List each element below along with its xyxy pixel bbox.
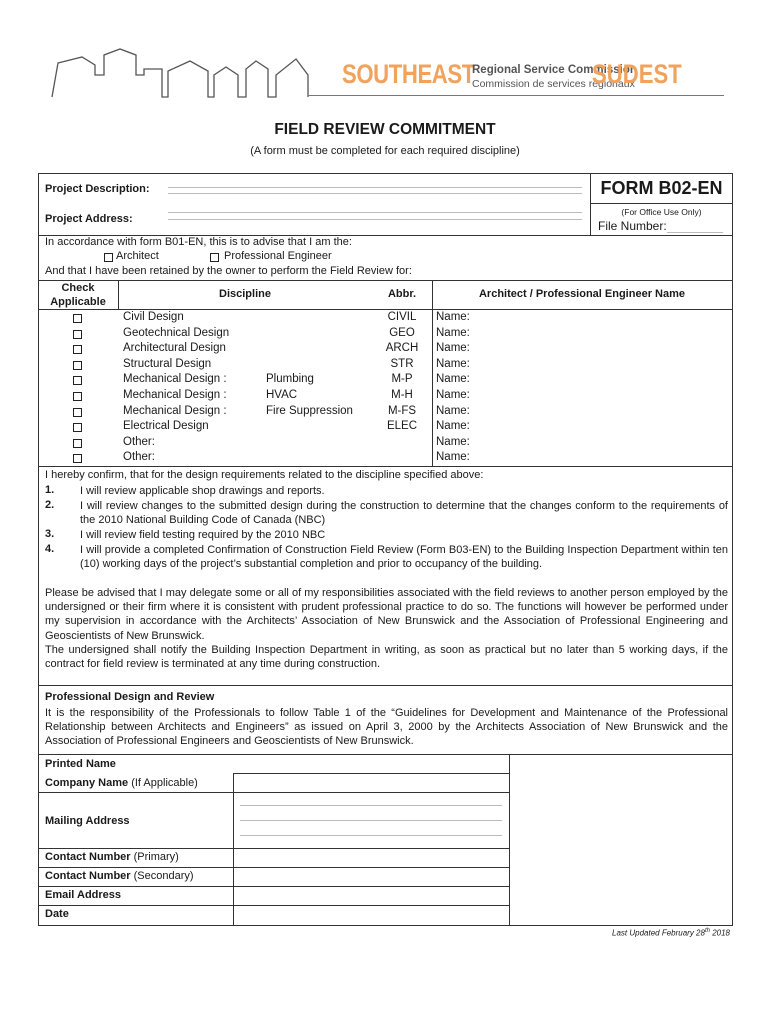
last-updated-sup: th <box>704 928 710 934</box>
discipline-abbr: ELEC <box>386 420 418 432</box>
discipline-checkbox[interactable] <box>73 392 82 401</box>
project-description-label: Project Description: <box>45 183 150 195</box>
discipline-checkbox[interactable] <box>73 376 82 385</box>
confirm-item-1-num: 1. <box>45 484 55 496</box>
discipline-engineer-name[interactable]: Name: <box>436 451 470 463</box>
file-number-label: File Number: <box>598 219 667 233</box>
notification-paragraph: The undersigned shall notify the Building Inspection Department in writing, as soon as practical but no later than 5 working days, if the contract for field review is terminated at any time during construction. <box>45 644 728 671</box>
contact-primary-field[interactable] <box>234 849 508 866</box>
discipline-name: Electrical Design <box>123 420 209 432</box>
brand-line2: Commission de services régionaux <box>472 78 635 90</box>
discipline-checkbox[interactable] <box>73 454 82 463</box>
date-field[interactable] <box>234 906 508 925</box>
discipline-engineer-name[interactable]: Name: <box>436 358 470 370</box>
contact-number-text-2: Contact Number <box>45 870 131 882</box>
discipline-engineer-name[interactable]: Name: <box>436 373 470 385</box>
project-address-field[interactable] <box>168 212 582 213</box>
intro-line1: In accordance with form B01-EN, this is to advise that I am the: <box>45 236 352 248</box>
discipline-checkbox[interactable] <box>73 423 82 432</box>
form-id: FORM B02-EN <box>600 178 723 198</box>
abbr-header: Abbr. <box>387 288 417 300</box>
discipline-engineer-name[interactable]: Name: <box>436 342 470 354</box>
discipline-checkbox[interactable] <box>73 314 82 323</box>
discipline-abbr: STR <box>390 358 414 370</box>
discipline-abbr: M-P <box>391 373 413 385</box>
last-updated-year: 2018 <box>709 928 730 938</box>
architect-checkbox[interactable] <box>104 253 113 262</box>
discipline-engineer-name[interactable]: Name: <box>436 436 470 448</box>
email-address-field[interactable] <box>234 887 508 904</box>
secondary-suffix: (Secondary) <box>133 870 194 882</box>
discipline-checkbox[interactable] <box>73 361 82 370</box>
discipline-engineer-name[interactable]: Name: <box>436 420 470 432</box>
intro-line2: And that I have been retained by the owner to perform the Field Review for: <box>45 265 412 277</box>
check-applicable-header: Check Applicable <box>50 282 106 308</box>
discipline-engineer-name[interactable]: Name: <box>436 327 470 339</box>
architect-option-label: Architect <box>116 250 159 262</box>
page-subtitle: (A form must be completed for each required discipline) <box>250 145 520 157</box>
discipline-name: Civil Design <box>123 311 184 323</box>
discipline-checkbox[interactable] <box>73 345 82 354</box>
brand-southeast: SOUTHEAST <box>342 59 475 89</box>
header-logo <box>40 45 730 101</box>
name-header: Architect / Professional Engineer Name <box>478 288 685 300</box>
primary-suffix: (Primary) <box>133 851 179 863</box>
contact-number-text: Contact Number <box>45 851 131 863</box>
last-updated <box>612 928 730 938</box>
discipline-name: Structural Design <box>123 358 212 370</box>
confirm-item-2: I will review changes to the submitted design during the construction to determine that the changes conform to the requirements of the 2010 National Building Code of Canada (NBC) <box>80 500 728 527</box>
confirm-item-2-num: 2. <box>45 499 55 511</box>
discipline-engineer-name[interactable]: Name: <box>436 389 470 401</box>
company-name-field[interactable] <box>234 774 508 791</box>
discipline-name: Other: <box>123 451 155 463</box>
professional-heading: Professional Design and Review <box>45 691 215 703</box>
engineer-option-label: Professional Engineer <box>224 250 332 262</box>
project-address-field-2 <box>168 219 582 220</box>
printed-name-field[interactable] <box>234 755 508 772</box>
discipline-name: Geotechnical Design <box>123 327 230 339</box>
project-description-field-2 <box>168 193 582 194</box>
discipline-name: Other: <box>123 436 155 448</box>
printed-name-label: Printed Name <box>45 758 116 770</box>
discipline-name: Mechanical Design : <box>123 389 227 401</box>
company-name-suffix: (If Applicable) <box>131 777 198 789</box>
contact-primary-label <box>45 851 179 863</box>
discipline-header: Discipline <box>219 288 271 300</box>
professional-text: It is the responsibility of the Professionals to follow Table 1 of the “Guidelines for Development and Maintenance of the Professional Relationship between Architects and Engineers” as issued on April 3, 2000 by the Architects Association of New Brunswick and the Association of Professional Engineers and Geoscientists of New Brunswick. <box>45 707 728 748</box>
contact-secondary-label <box>45 870 194 882</box>
discipline-sub: Fire Suppression <box>266 405 353 417</box>
delegation-paragraph: Please be advised that I may delegate some or all of my responsibilities associated with the field reviews to another person employed by the undersigned or their firm where it is consistent with prudent professional practice to do so. The functions will however be performed under my supervision in accordance with the Architects’ Association of New Brunswick and the Association of Professional Engineering and Geoscientists of New Brunswick. <box>45 587 728 642</box>
email-address-label: Email Address <box>45 889 122 901</box>
office-use-note: (For Office Use Only) <box>621 207 702 217</box>
discipline-abbr: M-FS <box>387 405 417 417</box>
discipline-name: Architectural Design <box>123 342 226 354</box>
confirm-item-4: I will provide a completed Confirmation of Construction Field Review (Form B03-EN) to the Building Inspection Department within ten (10) working days of the project’s substantial completion and prior to occupancy of the building. <box>80 544 728 571</box>
page-title: FIELD REVIEW COMMITMENT <box>274 121 496 138</box>
confirm-item-1: I will review applicable shop drawings and reports. <box>80 485 325 497</box>
discipline-abbr: ARCH <box>385 342 419 354</box>
project-address-label: Project Address: <box>45 213 133 225</box>
confirm-item-3: I will review field testing required by the 2010 NBC <box>80 529 326 541</box>
discipline-checkbox[interactable] <box>73 439 82 448</box>
confirm-lead: I hereby confirm, that for the design requirements related to the discipline specified above: <box>45 469 484 481</box>
company-name-label <box>45 777 198 789</box>
contact-secondary-field[interactable] <box>234 868 508 885</box>
project-description-field[interactable] <box>168 187 582 188</box>
discipline-checkbox[interactable] <box>73 330 82 339</box>
last-updated-text: Last Updated February 28 <box>612 928 705 938</box>
confirm-item-4-num: 4. <box>45 543 55 555</box>
discipline-checkbox[interactable] <box>73 408 82 417</box>
file-number-field[interactable] <box>667 232 723 233</box>
confirm-item-3-num: 3. <box>45 528 55 540</box>
signature-box[interactable] <box>510 755 732 925</box>
discipline-abbr: M-H <box>391 389 413 401</box>
mailing-address-label: Mailing Address <box>45 815 130 827</box>
houses-skyline-icon <box>40 45 340 101</box>
discipline-name: Mechanical Design : <box>123 373 227 385</box>
mailing-address-field[interactable] <box>234 793 508 847</box>
discipline-abbr: CIVIL <box>387 311 417 323</box>
discipline-abbr: GEO <box>389 327 415 339</box>
company-name-text: Company Name <box>45 777 129 789</box>
brand-sudest: SUDEST <box>592 59 682 89</box>
brand-line1: Regional Service Commission <box>472 64 637 76</box>
discipline-sub: Plumbing <box>266 373 314 385</box>
discipline-name: Mechanical Design : <box>123 405 227 417</box>
discipline-engineer-name[interactable]: Name: <box>436 311 470 323</box>
discipline-engineer-name[interactable]: Name: <box>436 405 470 417</box>
engineer-checkbox[interactable] <box>210 253 219 262</box>
discipline-sub: HVAC <box>266 389 298 401</box>
date-label: Date <box>45 908 69 920</box>
